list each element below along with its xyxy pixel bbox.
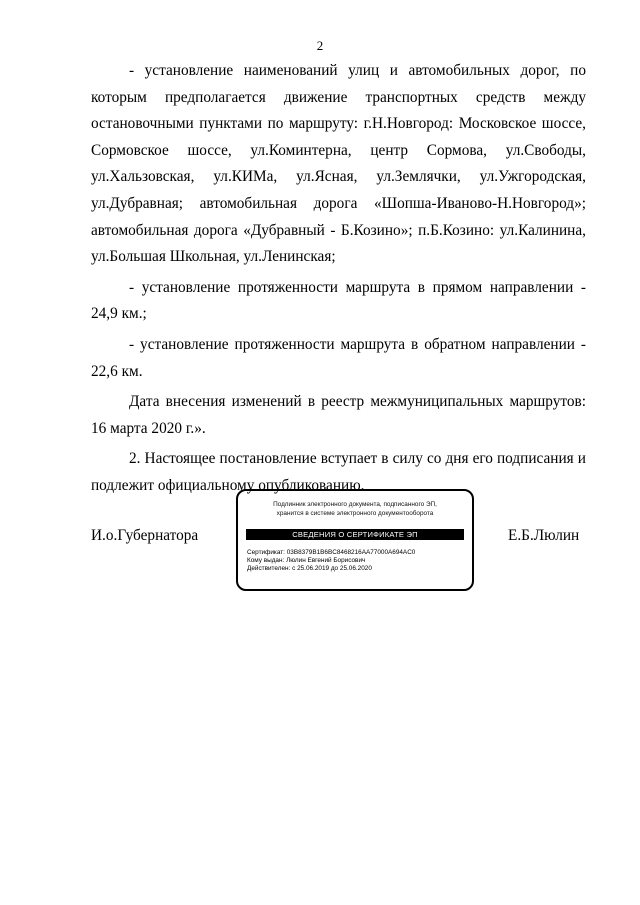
- stamp-banner: СВЕДЕНИЯ О СЕРТИФИКАТЕ ЭП: [246, 529, 464, 540]
- paragraph-forward-length: - установление протяженности маршрута в прямом направлении - 24,9 км.;: [91, 278, 586, 323]
- stamp-note-line: хранится в системе электронного документооборота: [276, 509, 434, 517]
- document-body: [91, 58, 586, 500]
- signature-block: [0, 489, 640, 599]
- certificate-owner: Кому выдан: Люлин Евгений Борисович: [247, 557, 366, 565]
- paragraph-effective-clause: 2. Настоящее постановление вступает в силу со дня его подписания и подлежит официальному опубликованию.: [91, 450, 586, 494]
- stamp-fields: [247, 549, 472, 574]
- paragraph-route-streets: - установление наименований улиц и автомобильных дорог, по которым предполагается движение транспортных средств между остановочными пунктами по маршруту: г.Н.Новгород: Московское шоссе, Сормовское шоссе, ул.Коминтерна, центр Сормова, ул.Свободы, ул.Хальзовская, ул.КИМа, ул.Ясная, ул.Землячки, ул.Ужгородская, ул.Дубравная; автомобильная дорога «Шопша-Иваново-Н.Новгород»; автомобильная дорога «Дубравный - Б.Козино»; п.Б.Козино: ул.Калинина, ул.Большая Школьная, ул.Ленинская;: [91, 62, 586, 266]
- paragraph-return-length: - установление протяженности маршрута в обратном направлении - 22,6 км.: [91, 335, 586, 380]
- signer-position: И.о.Губернатора: [91, 527, 199, 544]
- stamp-note: [238, 501, 472, 518]
- electronic-signature-stamp: [236, 489, 474, 591]
- certificate-validity: Действителен: с 25.06.2019 до 25.06.2020: [247, 565, 372, 573]
- certificate-serial: Сертификат: 03B8379B1B6BC8468216AA77000A694AC0: [247, 549, 416, 556]
- paragraph-registry-date: Дата внесения изменений в реестр межмуниципальных маршрутов: 16 марта 2020 г.».: [91, 393, 586, 437]
- stamp-note-line: Подлинник электронного документа, подписанного ЭП,: [273, 501, 437, 508]
- signer-name: Е.Б.Люлин: [508, 527, 580, 544]
- page-number: 2: [316, 38, 324, 53]
